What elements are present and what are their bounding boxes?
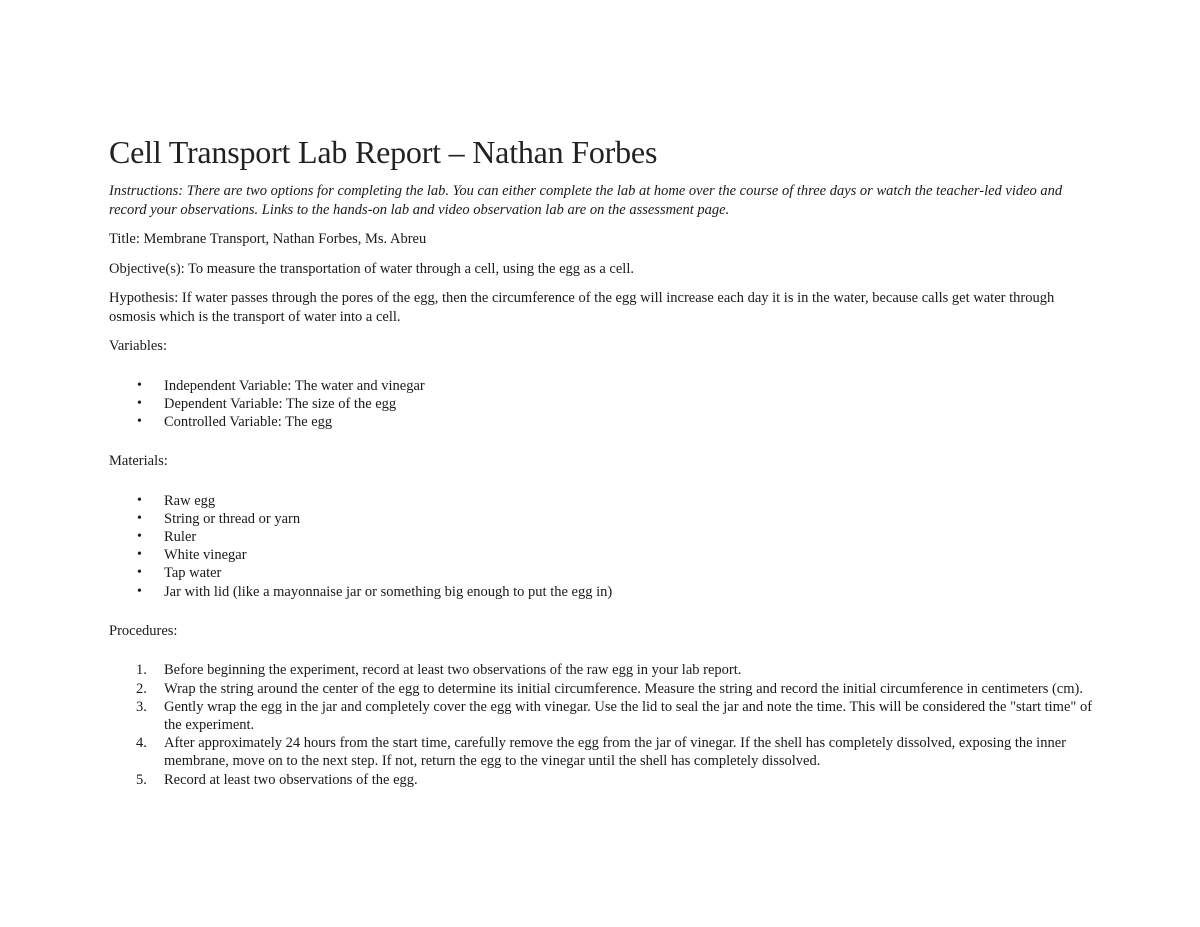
material-text: Tap water bbox=[164, 565, 222, 582]
list-item bbox=[137, 510, 1094, 528]
document-page bbox=[109, 132, 1094, 810]
bullet-icon: • bbox=[137, 377, 142, 393]
material-text: Raw egg bbox=[164, 492, 216, 509]
list-item bbox=[136, 698, 1094, 734]
list-item bbox=[137, 583, 1094, 601]
list-item bbox=[137, 413, 1094, 431]
list-item bbox=[136, 661, 1094, 679]
materials-list bbox=[109, 492, 1094, 601]
step-text: Record at least two observations of the egg. bbox=[164, 771, 418, 788]
variables-label: Variables: bbox=[109, 338, 167, 354]
objective-text: Objective(s): To measure the transportation of water through a cell, using the egg as a cell. bbox=[109, 260, 634, 277]
variable-text: Dependent Variable: The size of the egg bbox=[164, 395, 397, 412]
step-text: Wrap the string around the center of the egg to determine its initial circumference. Measure the string and record the initial circumference in centimeters (cm). bbox=[164, 680, 1083, 697]
step-number: 1. bbox=[136, 662, 147, 679]
step-text: Before beginning the experiment, record at least two observations of the raw egg in your lab report. bbox=[164, 662, 742, 679]
variables-list bbox=[109, 377, 1094, 432]
procedures-label: Procedures: bbox=[109, 622, 178, 639]
step-text: Gently wrap the egg in the jar and completely cover the egg with vinegar. Use the lid to seal the jar and note the time. This will be considered the "start time" of the experiment. bbox=[164, 698, 1093, 733]
variable-text: Independent Variable: The water and vinegar bbox=[164, 377, 425, 394]
bullet-icon: • bbox=[137, 510, 142, 526]
instructions-text: Instructions: There are two options for completing the lab. You can either complete the lab at home over the course of three days or watch the teacher-led video and record your observations. Links to the hands-on lab and video observation lab are on the assessment page. bbox=[109, 183, 1063, 218]
materials-label: Materials: bbox=[109, 453, 168, 470]
variable-text: Controlled Variable: The egg bbox=[164, 413, 333, 430]
bullet-icon: • bbox=[137, 583, 142, 599]
list-item bbox=[137, 546, 1094, 564]
bullet-icon: • bbox=[137, 395, 142, 411]
bullet-icon: • bbox=[137, 529, 142, 545]
bullet-icon: • bbox=[137, 413, 142, 429]
material-text: White vinegar bbox=[164, 547, 247, 564]
procedures-list bbox=[109, 661, 1094, 788]
step-number: 4. bbox=[136, 735, 147, 752]
step-number: 5. bbox=[136, 771, 147, 788]
list-item bbox=[137, 395, 1094, 413]
list-item bbox=[136, 771, 1094, 789]
bullet-icon: • bbox=[137, 492, 142, 508]
list-item bbox=[137, 528, 1094, 546]
bullet-icon: • bbox=[137, 547, 142, 563]
step-number: 3. bbox=[136, 698, 147, 715]
list-item bbox=[137, 377, 1094, 395]
material-text: Jar with lid (like a mayonnaise jar or something big enough to put the egg in) bbox=[164, 583, 613, 600]
step-text: After approximately 24 hours from the start time, carefully remove the egg from the jar of vinegar. If the shell has completely dissolved, exposing the inner membrane, move on to the next step. If not, return the egg to the vinegar until the shell has completely dissolved. bbox=[164, 735, 1066, 770]
hypothesis-text: Hypothesis: If water passes through the pores of the egg, then the circumference of the egg will increase each day it is in the water, because calls get water through osmosis which is the transport of water into a cell. bbox=[109, 290, 1055, 325]
material-text: String or thread or yarn bbox=[164, 510, 301, 527]
list-item bbox=[136, 680, 1094, 698]
document-title: Cell Transport Lab Report – Nathan Forbes bbox=[109, 134, 658, 170]
list-item bbox=[137, 564, 1094, 582]
title-line: Title: Membrane Transport, Nathan Forbes, Ms. Abreu bbox=[109, 231, 427, 247]
list-item bbox=[136, 734, 1094, 770]
list-item bbox=[137, 492, 1094, 510]
material-text: Ruler bbox=[164, 529, 197, 546]
bullet-icon: • bbox=[137, 565, 142, 581]
step-number: 2. bbox=[136, 680, 147, 697]
